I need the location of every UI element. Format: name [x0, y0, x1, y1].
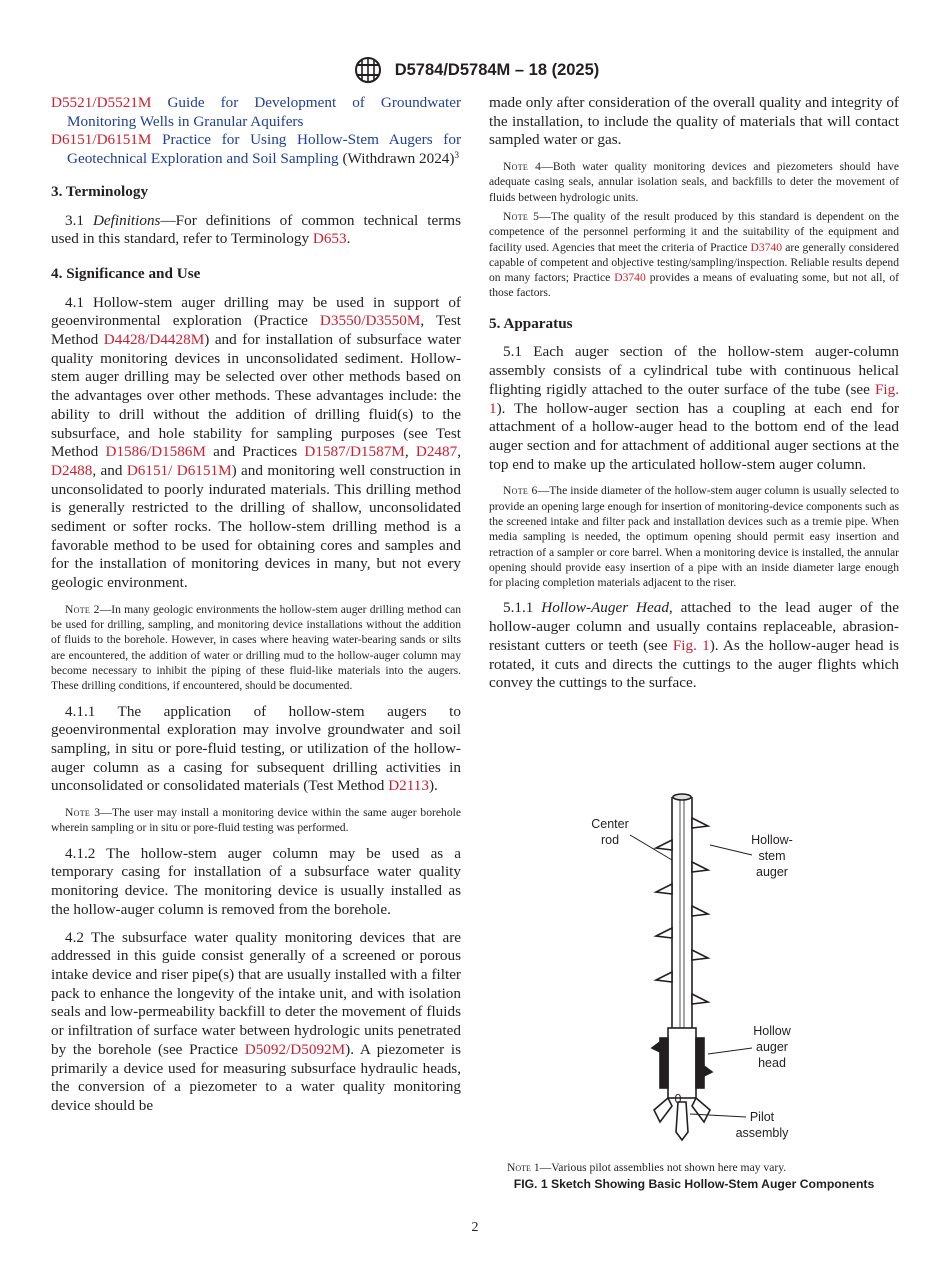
note-text: provides a means of evaluating some, but not all, of those factors. [489, 271, 899, 300]
note-text: —The user may install a monitoring device within the same auger borehole wherein sampling or in situ or pore-fluid testing was performed. [51, 806, 461, 835]
astm-logo-icon [351, 56, 385, 84]
standard-link[interactable]: D5092/D5092M [244, 1040, 346, 1058]
label-center-rod: Center [591, 817, 629, 831]
paragraph-text: 4.1.1 The application of hollow-stem augers to geoenvironmental exploration may involve groundwater and soil sampling, in situ or pore-fluid testing, or utilization of the hollow-auger column as a casing for subsequent drilling activities in unconsolidated or consolidated materials (Test Method [51, 702, 461, 795]
note-text: —In many geologic environments the hollow-stem auger drilling method can be used for drilling, sampling, and monitoring device installations without the addition of fluids to the borehole. However, in cases where heaving water-bearing sands or silts are encountered, the addition of water or drilling mud to the hollow-auger column may become necessary to inhibit the piping of these fluid-like materials into the augers. These drilling conditions, if encountered, should be documented. [51, 602, 462, 693]
note-label: Note 4 [503, 160, 542, 174]
reference-code-link[interactable]: D6151/D6151M [51, 131, 152, 149]
note-label: Note 3 [65, 806, 101, 820]
paragraph-text: attached to the lead auger of the hollow-auger column and usually contains replaceable, abrasion-resistant cutters or teeth (see [489, 599, 900, 654]
page-number: 2 [471, 1220, 479, 1235]
standard-designation: D5784/D5784M – 18 (2025) [394, 60, 600, 79]
figure-link[interactable]: Fig. 1 [672, 636, 710, 654]
defined-term: Hollow-Auger Head, [541, 599, 673, 617]
left-column [51, 94, 461, 1125]
standard-link[interactable]: D3740 [614, 271, 646, 285]
page-header [0, 56, 950, 84]
note-label: Note 5 [503, 210, 540, 223]
note-6 [489, 483, 899, 590]
figure-note-1 [507, 1160, 907, 1175]
paragraph-4-1-1 [51, 703, 461, 797]
paragraph-text: —For definitions of common technical terms used in this standard, refer to Terminology [51, 211, 461, 248]
reference-d6151 [51, 131, 461, 168]
paragraph-text: 4.1 Hollow-stem auger drilling may be used in support of geoenvironmental exploration (Practice [51, 293, 461, 330]
standard-link[interactable]: D653 [312, 230, 347, 248]
right-column [489, 94, 899, 702]
auger-sketch-figure [560, 780, 860, 1150]
footnote-marker: 3 [454, 150, 459, 161]
label-hollow-stem-auger: auger [756, 865, 788, 879]
paragraph-4-2 [51, 929, 461, 1116]
clause-number: 5.1.1 [503, 599, 542, 617]
figure-caption: FIG. 1 Sketch Showing Basic Hollow-Stem Auger Components [513, 1177, 875, 1191]
paragraph-text: , and [92, 461, 127, 479]
note-label: Note 6 [503, 484, 538, 498]
note-label: Note 2 [65, 602, 100, 616]
punctuation: . [346, 230, 351, 248]
note-text: —The quality of the result produced by this standard is dependent on the competence of the personnel performing it and the suitability of the equipment and facility used. Agencies that meet the criteria of Practice [489, 210, 899, 254]
standard-link[interactable]: D1586/D1586M [105, 443, 206, 461]
reference-code-link[interactable]: D5521/D5521M [51, 94, 152, 111]
paragraph-text: ) and monitoring well construction in unconsolidated to poorly indurated materials. This drilling method is generally restricted to the drilling of shallow, unconsolidated sediment or softer rocks. The hollow-stem drilling method is a favorable method to be used for obtaining cores and samples and for the installation of monitoring devices in many, but not every geologic environment. [51, 461, 461, 592]
label-pilot-assembly: Pilot [749, 1110, 775, 1124]
standard-link[interactable]: D2487 [415, 443, 458, 461]
reference-status: (Withdrawn 2024) [342, 150, 455, 168]
paragraph-text: and Practices [205, 443, 305, 461]
section-heading-apparatus: 5. Apparatus [489, 314, 573, 332]
standard-link[interactable]: D6151/ D6151M [126, 461, 232, 479]
paragraph-4-1-2: 4.1.2 The hollow-stem auger column may be used as a temporary casing for installation of a subsurface water quality monitoring device. The monitoring device is usually installed as the hollow-auger column is removed from the borehole. [51, 844, 461, 918]
standard-link[interactable]: D4428/D4428M [103, 331, 205, 349]
label-hollow-stem-auger: stem [758, 849, 786, 863]
note-text: —The inside diameter of the hollow-stem auger column is usually selected to provide an opening large enough for insertion of monitoring-device components such as the screened intake and filter pack and installation devices such as a tremie pipe. When media sampling is needed, the optimum opening should permit easy insertion and retraction of a sampler or core barrel. When a monitoring device is installed, the annular opening should provide easy insertion of a pipe with an inside diameter large enough for placing completion materials adjacent to the riser. [489, 484, 900, 590]
paragraph-text: ). The hollow-auger section has a coupling at each end for attachment of a hollow-auger head to the bottom end of the lead auger section and for attachment of additional auger sections at the top end to make up the articulated hollow-stem auger column. [489, 399, 899, 473]
standard-link[interactable]: D2113 [388, 777, 429, 795]
label-hollow-auger-head: head [758, 1056, 786, 1070]
note-text: —Various pilot assemblies not shown here may vary. [539, 1161, 787, 1174]
paragraph-4-1 [51, 294, 461, 593]
label-bit: 0 [674, 1092, 682, 1106]
reference-title-link[interactable]: Guide for Development of Groundwater Monitoring Wells in Granular Aquifers [67, 94, 461, 130]
paragraph-text: , [457, 443, 462, 461]
note-4 [489, 159, 899, 205]
note-3 [51, 805, 461, 836]
label-pilot-assembly: assembly [735, 1126, 789, 1140]
label-center-rod: rod [600, 833, 620, 847]
clause-number: 3.1 [65, 211, 84, 229]
standard-link[interactable]: D2488 [51, 461, 93, 479]
label-hollow-auger-head: Hollow [753, 1024, 791, 1038]
hollow-stem-auger-drawing [652, 794, 712, 1140]
paragraph-text: 4.2 The subsurface water quality monitoring devices that are addressed in this guide consist generally of a screened or porous intake device and riser pipe(s) that are usually installed with a filter pack to enhance the longevity of the intake unit, and with isolation seals and low-permeability backfill to deter the movement of fluids or infiltration of surface water between hydrologic units penetrated by the borehole (see Practice [51, 928, 461, 1058]
paragraph-text: ). A piezometer is primarily a device used for measuring subsurface hydraulic heads, the conversion of a piezometer to a water quality monitoring device should be [51, 1040, 461, 1114]
note-label: Note 1 [507, 1161, 540, 1174]
paragraph-5-1-1 [489, 599, 899, 693]
paragraph-text: 5.1 Each auger section of the hollow-stem auger-column assembly consists of a cylindrical tube with continuous helical flighting rigidly attached to the outer surface of the tube (see [489, 343, 899, 398]
note-5 [489, 209, 899, 301]
note-text: are generally considered capable of competent and objective testing/sampling/inspection. Reliable results depend on many factors; Practice [489, 240, 899, 285]
label-hollow-auger-head: auger [756, 1040, 788, 1054]
note-2 [51, 602, 461, 694]
section-heading-terminology: 3. Terminology [51, 182, 149, 200]
standard-link[interactable]: D1587/D1587M [304, 443, 405, 461]
paragraph-text: , [404, 443, 416, 461]
punctuation: ). [428, 777, 438, 795]
standard-link[interactable]: D3740 [750, 240, 783, 254]
paragraph-text: , Test Method [51, 312, 461, 349]
paragraph-text: ). As the hollow-auger head is rotated, it cuts and directs the cuttings to the auger flights which convey the cuttings to the surface. [489, 636, 899, 692]
reference-title-link[interactable]: Practice for Using Hollow-Stem Augers for Geotechnical Exploration and Soil Sampling [67, 131, 461, 168]
paragraph-3-1 [51, 212, 461, 249]
section-heading-significance: 4. Significance and Use [51, 264, 201, 282]
paragraph-4-2-continued: made only after consideration of the overall quality and integrity of the installation, to include the quality of materials that will contact sampled water or gas. [489, 94, 899, 149]
label-hollow-stem-auger: Hollow- [751, 833, 793, 847]
defined-term: Definitions [92, 211, 161, 229]
figure-link[interactable]: Fig. 1 [489, 380, 899, 417]
note-text: —Both water quality monitoring devices and piezometers should have adequate casing seals, annular isolation seals, and backfills to deter the movement of fluids between hydrologic units. [489, 160, 899, 204]
paragraph-5-1 [489, 343, 899, 474]
paragraph-text: ) and for installation of subsurface water quality monitoring devices in unconsolidated sediment. Hollow-stem auger drilling may be selected over other methods based on the advantages over other methods. These advantages include: the ability to drill without the addition of drilling fluid(s) to the subsurface, and hole stability for sampling purposes (see Test Method [51, 331, 461, 461]
standard-link[interactable]: D3550/D3550M [319, 312, 421, 330]
reference-d5521 [51, 94, 461, 131]
